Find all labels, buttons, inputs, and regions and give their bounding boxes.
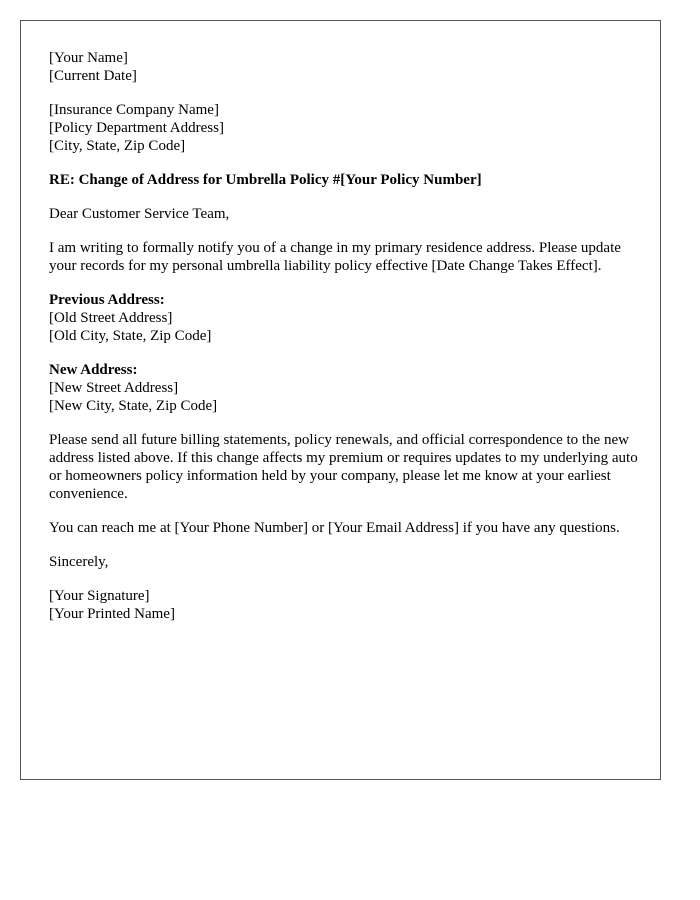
recipient-company: [Insurance Company Name] (49, 102, 219, 118)
letter-body (49, 49, 639, 639)
body-paragraph: Please send all future billing statements, policy renewals, and official correspondence to the new address listed above. If this change affects my premium or requires updates to my underlying auto or homeowners policy information held by your company, please let me know at your earliest convenience. (49, 432, 638, 502)
sender-block (49, 49, 639, 85)
sender-date: [Current Date] (49, 68, 137, 84)
previous-address-block (49, 291, 639, 345)
subject-line: RE: Change of Address for Umbrella Policy #[Your Policy Number] (49, 172, 482, 188)
new-address-heading: New Address: (49, 362, 138, 378)
sender-name: [Your Name] (49, 50, 128, 66)
intro-paragraph: I am writing to formally notify you of a change in my primary residence address. Please update your records for my personal umbrella liability policy effective [Date Change Takes Effect]. (49, 240, 621, 274)
signature: [Your Signature] (49, 588, 150, 604)
salutation: Dear Customer Service Team, (49, 206, 230, 222)
previous-address-city: [Old City, State, Zip Code] (49, 328, 212, 344)
recipient-city-state-zip: [City, State, Zip Code] (49, 138, 186, 154)
contact-paragraph: You can reach me at [Your Phone Number] or [Your Email Address] if you have any questions. (49, 520, 620, 536)
new-address-city: [New City, State, Zip Code] (49, 398, 218, 414)
new-address-block (49, 361, 639, 415)
letter-page (20, 20, 661, 780)
printed-name: [Your Printed Name] (49, 606, 175, 622)
previous-address-heading: Previous Address: (49, 292, 165, 308)
new-address-street: [New Street Address] (49, 380, 179, 396)
recipient-address: [Policy Department Address] (49, 120, 224, 136)
previous-address-street: [Old Street Address] (49, 310, 173, 326)
recipient-block (49, 101, 639, 155)
signature-block (49, 587, 639, 623)
closing: Sincerely, (49, 554, 109, 570)
